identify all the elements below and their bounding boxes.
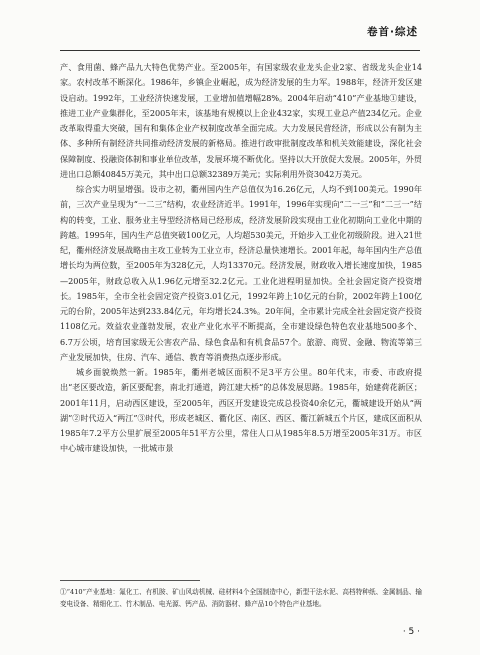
paragraph-urban-change: 城乡面貌焕然一新。1985年，衢州老城区面积不足3平方公里。80年代末，市委、市政府提出“老区要改造，新区要配套，南北打通道，跨江建大桥”的总体发展思路。1985年，始建荷花新区；2001年11月，启动西区建设，至2005年，西区开发建设完成总投资40余亿元，衢城建设开始从“两湖”②时代迈入“两江”③时代，形成老城区、衢化区、南区、西区、衢江新城五个片区，建成区面积从1985年7.2平方公里扩展至2005年51平方公里，常住人口从1985年8.5万增至2005年31万。市区中心城市建设加快，一批城市景 bbox=[60, 367, 422, 454]
section-title: 卷首·综述 bbox=[367, 26, 418, 38]
header-divider bbox=[60, 50, 420, 51]
footnote: ①“410”产业基地：氟化工、有机胺、矿山风动机械、硅材料4个全国制造中心，新型干法水泥、高档特种纸、金属制品、输变电设备、精细化工、竹木制品、电光源、钙产品、消防器材、蜂产品10个特色产业基地。 bbox=[60, 588, 422, 608]
main-text bbox=[60, 60, 422, 457]
page-number: · 5 · bbox=[402, 627, 420, 637]
running-header bbox=[0, 24, 480, 38]
paragraph-continued: 产、食用菌、蜂产品九大特色优势产业。至2005年，有国家级农业龙头企业2家、省级龙头企业14家。农村改革不断深化。1986年，乡镇企业崛起，成为经济发展的生力军。1988年，经济开发区建设启动。1992年，工业经济快速发展，工业增加值增幅28%。2004年启动“410”产业基地①建设，推进工业产业集群化，至2005年末，该基地有规模以上企业432家，实现工业总产值234亿元。企业改革取得重大突破，国有和集体企业产权制度改革全面完成。大力发展民营经济，形成以公有制为主体、多种所有制经济共同推动经济发展的新格局。推进行政审批制度改革和机关效能建设，深化社会保障制度、投融资体制和事业单位改革，发展环境不断优化。坚持以大开放促大发展。2005年，外贸进出口总额40845万美元，其中出口总额32389万美元；实际利用外资3042万美元。 bbox=[60, 62, 422, 179]
paragraph-economic-strength: 综合实力明显增强。设市之初，衢州国内生产总值仅为16.26亿元，人均不到100美元。1990年前，三次产业呈现为“一二三”结构，农业经济近半。1991年，1996年实现向“二一三”和“二三一”结构的转变，工业、服务业主导型经济格局已经形成，经济发展阶段实现由工业化初期向工业化中期的跨越。1995年，国内生产总值突破100亿元，人均超530美元，开始步入工业化初级阶段。进入21世纪，衢州经济发展战略由主攻工业转为工业立市，经济总量快速增长。2001年起，每年国内生产总值增长均为两位数，至2005年为328亿元，人均13370元。经济发展，财政收入增长速度加快，1985—2005年，财政总收入从1.96亿元增至32.2亿元。工业化进程明显加快。全社会固定资产投资增长。1985年，全市全社会固定资产投资3.01亿元，1992年跨上10亿元的台阶，2002年跨上100亿元的台阶，2005年达到233.84亿元，年均增长24.3%。20年间，全市累计完成全社会固定资产投资1108亿元。效益农业蓬勃发展，农业产业化水平不断提高，全市建设绿色特色农业基地500多个、6.7万公顷，培育国家级无公害农产品、绿色食品和有机食品57个。旅游、商贸、金融、物流等第三产业发展加快，住房、汽车、通信、教育等消费热点逐步形成。 bbox=[60, 184, 422, 362]
footnote-divider bbox=[60, 580, 200, 581]
